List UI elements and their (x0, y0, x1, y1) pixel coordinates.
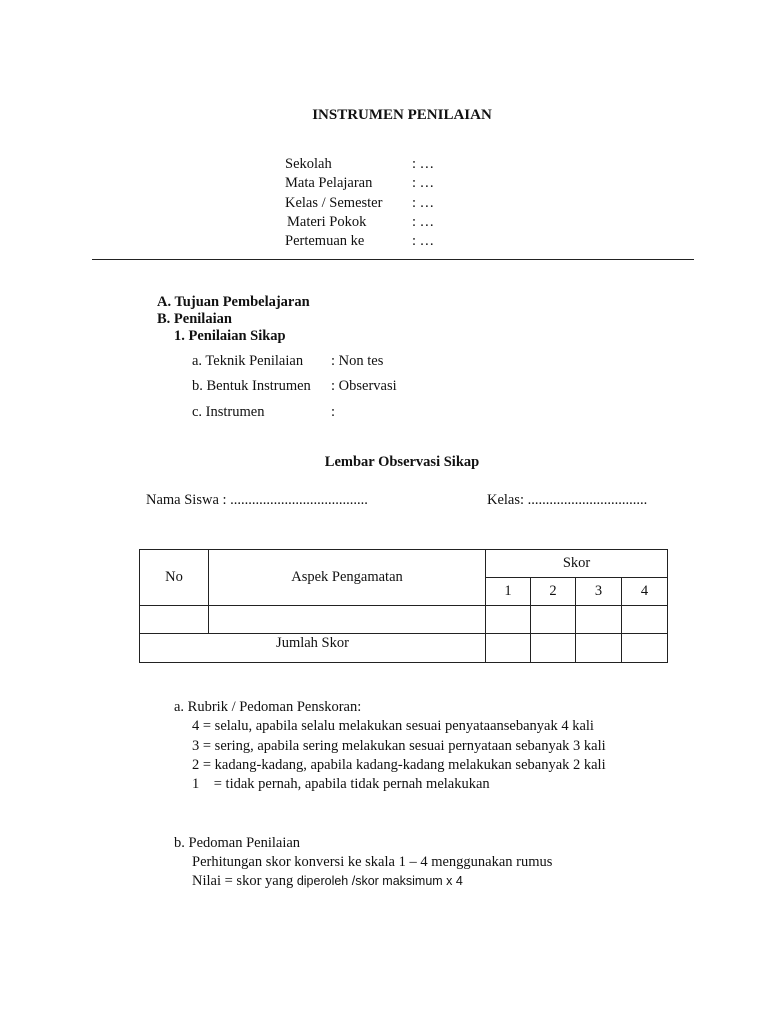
item-label-instrumen: c. Instrumen (192, 404, 265, 420)
student-class-field: Kelas: ................................. (487, 492, 648, 508)
table-cell (531, 634, 576, 663)
score-level-4: 4 (622, 578, 668, 606)
info-label-materi-pokok: Materi Pokok (287, 214, 367, 230)
observation-title: Lembar Observasi Sikap (324, 454, 480, 470)
info-value-materi-pokok: : … (412, 214, 435, 230)
section-a-heading: A. Tujuan Pembelajaran (157, 294, 310, 310)
info-value-mata-pelajaran: : … (412, 175, 435, 191)
table-total-row (140, 634, 668, 663)
info-label-mata-pelajaran: Mata Pelajaran (285, 175, 373, 191)
info-value-kelas-semester: : … (412, 195, 435, 211)
table-row (140, 606, 668, 634)
table-cell (622, 634, 668, 663)
rubric-line: 1 = tidak pernah, apabila tidak pernah melakukan (192, 776, 490, 792)
info-value-sekolah: : … (412, 156, 435, 172)
table-header-row (140, 550, 668, 578)
total-label: Jumlah Skor (140, 634, 486, 663)
table-cell (622, 606, 668, 634)
rubric-line: 3 = sering, apabila sering melakukan sesuai pernyataan sebanyak 3 kali (192, 738, 606, 754)
score-level-2: 2 (531, 578, 576, 606)
table-cell (140, 606, 209, 634)
item-value-instrumen: : (331, 404, 336, 420)
table-cell (576, 606, 622, 634)
rubric-heading: a. Rubrik / Pedoman Penskoran: (174, 699, 362, 715)
guide-formula (192, 873, 463, 890)
rubric-line: 4 = selalu, apabila selalu melakukan sesuai penyataansebanyak 4 kali (192, 718, 594, 734)
score-level-1: 1 (486, 578, 531, 606)
guide-formula-part-sans: diperoleh /skor maksimum x 4 (296, 874, 463, 888)
info-label-kelas-semester: Kelas / Semester (285, 195, 383, 211)
subsection-penilaian-sikap: 1. Penilaian Sikap (174, 328, 286, 344)
header-no: No (140, 550, 209, 606)
guide-heading: b. Pedoman Penilaian (174, 835, 301, 851)
table-cell (486, 606, 531, 634)
table-cell (209, 606, 486, 634)
item-label-teknik: a. Teknik Penilaian (192, 353, 304, 369)
table-cell (576, 634, 622, 663)
observation-table (139, 549, 668, 663)
document-title: INSTRUMEN PENILAIAN (312, 107, 492, 123)
table-cell (531, 606, 576, 634)
table-cell (486, 634, 531, 663)
item-value-teknik: : Non tes (331, 353, 384, 369)
info-label-pertemuan-ke: Pertemuan ke (285, 233, 365, 249)
item-value-bentuk: : Observasi (331, 378, 397, 394)
guide-formula-intro: Perhitungan skor konversi ke skala 1 – 4 menggunakan rumus (192, 854, 553, 870)
header-score: Skor (486, 550, 668, 578)
student-name-field: Nama Siswa : ...................................... (146, 492, 368, 508)
guide-formula-part-serif: Nilai = skor yang (192, 873, 297, 889)
info-label-sekolah: Sekolah (285, 156, 332, 172)
section-b-heading: B. Penilaian (157, 311, 232, 327)
rubric-line: 2 = kadang-kadang, apabila kadang-kadang melakukan sebanyak 2 kali (192, 757, 606, 773)
header-divider (92, 259, 694, 260)
score-level-3: 3 (576, 578, 622, 606)
header-aspect: Aspek Pengamatan (209, 550, 486, 606)
info-value-pertemuan-ke: : … (412, 233, 435, 249)
item-label-bentuk: b. Bentuk Instrumen (192, 378, 311, 394)
